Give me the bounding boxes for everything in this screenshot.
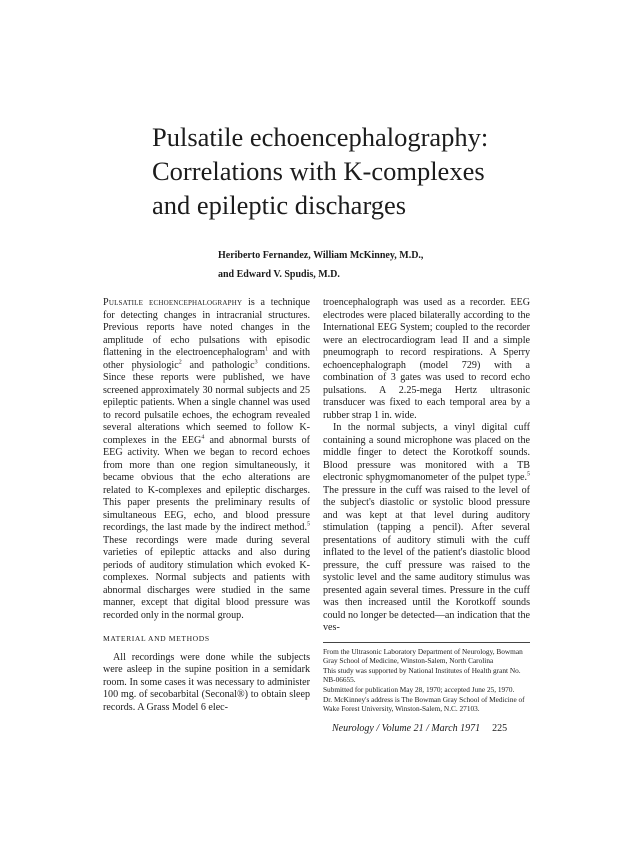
article-title xyxy=(152,120,592,222)
footnote-address: Dr. McKinney's address is The Bowman Gray School of Medicine of Wake Forest University, Winston-Salem, N.C. 27103. xyxy=(323,694,525,713)
methods-paragraph-2: troencephalograph was used as a recorder. EEG electrodes were placed bilaterally according to the International EEG System; coupled to the recorder were an electrocardiogram lead II and a simple pneumograph to record respirations. A Sperry echoencephalograph (model 729) with a combination of 3 gates was used to record echo pulsations. A 2.25-mega Hertz ultrasonic transducer was fixed to each temporal area by a rubber strap 1 in. wide. xyxy=(323,297,530,421)
reference-marker: 1 xyxy=(265,346,269,353)
title-line-1: Pulsatile echoencephalography: xyxy=(152,122,489,152)
author-line-1: Heriberto Fernandez, William McKinney, M.D., xyxy=(218,250,424,261)
footnote-divider xyxy=(323,642,530,643)
author-list xyxy=(218,246,558,284)
page-footer xyxy=(332,723,532,734)
section-heading: MATERIAL AND METHODS xyxy=(103,634,210,643)
intro-paragraph: Pulsatile echoencephalography is a technique for detecting changes in intracranial structures. Previous reports have noted changes in the amplitude of echo pulsations with episodic flattening in the electroencephalogram$^1$ and with other physiologic$^2$ and pathologic$^3$ conditions. Since these reports were published, we have screened approximately 30 normal subjects and 25 epileptic patients. When a single channel was used to record pulsatile echoes, the echogram revealed several alterations which seemed to follow K-complexes in the EEG$^4$ and abnormal bursts of EEG activity. When we began to record echoes from more than one region simultaneously, it became obvious that the echo alterations are related to K-complexes and epileptic discharges. This paper presents the preliminary results of simultaneous EEG, echo, and blood pressure recordings, the last made by the indirect method.$^5$ These recordings were made during several varieties of epileptic attacks and also during periods of auditory stimulation which evoked K-complexes. Normal subjects and patients with abnormal discharges were studied in the same manner, except that digital blood pressure was recorded only in the normal group. xyxy=(103,297,311,621)
author-line-2: and Edward V. Spudis, M.D. xyxy=(218,269,340,280)
title-line-2: Correlations with K-complexes xyxy=(152,156,485,186)
lead-in-text: Pulsatile echoencephalography xyxy=(103,297,243,308)
footnote-funding: This study was supported by National Institutes of Health grant No. NB-06655. xyxy=(323,665,521,684)
methods-paragraph-1: All recordings were done while the subjects were asleep in the supine position in a semidark room. In some cases it was necessary to administer 100 mg. of secobarbital (Seconal®) to obtain sleep records. A Grass Model 6 elec- xyxy=(103,651,310,713)
right-column xyxy=(323,297,530,714)
reference-marker: 3 xyxy=(254,359,258,366)
left-column xyxy=(103,297,310,714)
reference-marker: 4 xyxy=(201,434,205,441)
title-line-3: and epileptic discharges xyxy=(152,190,407,220)
footnote-dates: Submitted for publication May 28, 1970; accepted June 25, 1970. xyxy=(323,684,515,694)
footnote-affiliation: From the Ultrasonic Laboratory Department of Neurology, Bowman Gray School of Medicine, Winston-Salem, North Carolina xyxy=(323,646,523,665)
journal-citation: Neurology / Volume 21 / March 1971 xyxy=(332,723,481,734)
reference-marker: 5 xyxy=(527,471,530,478)
reference-marker: 5 xyxy=(307,521,310,528)
methods-paragraph-3: In the normal subjects, a vinyl digital cuff containing a sound microphone was placed on the middle finger to detect the Korotkoff sounds. Blood pressure was monitored with a TB electronic sphygmomanometer of the pulpet type.$^5$ The pressure in the cuff was raised to the level of the subject's diastolic or systolic blood pressure and was kept at that level during auditory stimulation (tapping a pencil). After several presentations of auditory stimuli with the cuff inflated to the level of the patient's diastolic blood pressure, the cuff pressure was raised to the systolic level and the same auditory stimulus was presented again several times. Pressure in the cuff was then increased until the Korotkoff sounds could no longer be detected—an indication that the ves- xyxy=(323,422,530,633)
reference-marker: 2 xyxy=(178,359,182,366)
page-number: 225 xyxy=(492,723,508,734)
